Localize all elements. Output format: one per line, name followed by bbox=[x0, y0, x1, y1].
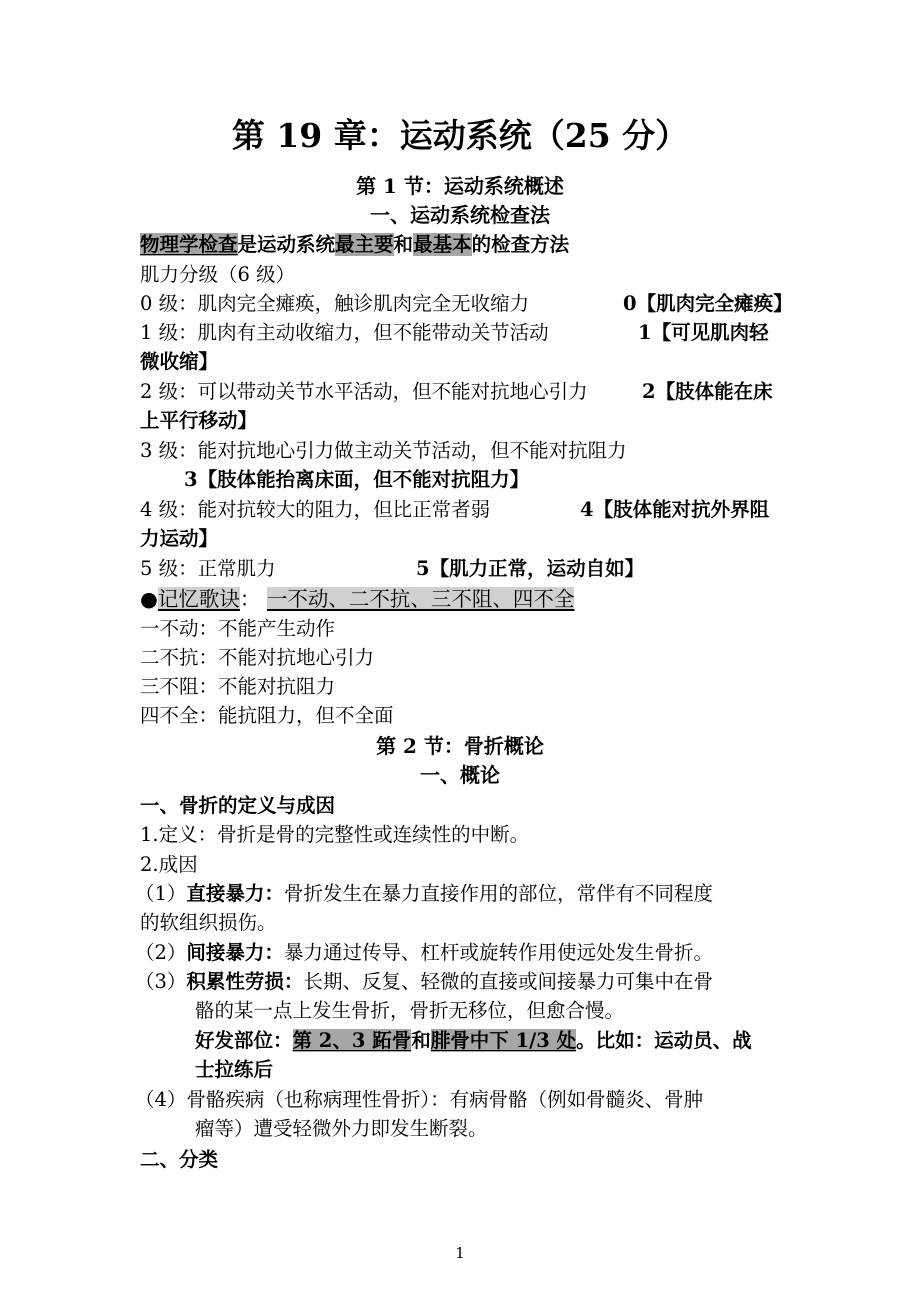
highlight-most-important: 最主要 bbox=[335, 233, 394, 256]
section-2-subtitle: 一、概论 bbox=[420, 763, 500, 787]
section-1-subtitle: 一、运动系统检查法 bbox=[370, 203, 550, 227]
bullet-icon: ● bbox=[140, 587, 158, 611]
strength-title: 肌力分级（6 级） bbox=[140, 263, 296, 286]
cause-4: （4）骨骼疾病（也称病理性骨折）：有病骨骼（例如骨髓炎、骨肿 bbox=[135, 1088, 704, 1111]
section-1-title: 第 1 节：运动系统概述 bbox=[356, 174, 564, 198]
grade-0-note: 0【肌肉完全瘫痪】 bbox=[623, 292, 793, 315]
grade-2-note-cont: 上平行移动】 bbox=[140, 409, 258, 432]
mnemonic-content: 一不动、二不抗、三不阻、四不全 bbox=[266, 587, 575, 611]
grade-1-note: 1【可见肌肉轻 bbox=[638, 321, 769, 344]
highlight-most-basic: 最基本 bbox=[413, 233, 472, 256]
grade-0-text: 0 级：肌肉完全瘫痪，触诊肌肉完全无收缩力 bbox=[140, 292, 530, 315]
highlight-fibula: 腓骨中下 1/3 处 bbox=[430, 1029, 577, 1052]
mnemonic-item: 一不动：不能产生动作 bbox=[140, 617, 336, 640]
mnemonic-item: 四不全：能抗阻力，但不全面 bbox=[140, 704, 394, 727]
section-2-title: 第 2 节：骨折概论 bbox=[376, 734, 544, 758]
intro-line: 物理学检查是运动系统最主要和最基本的检查方法 bbox=[140, 233, 570, 256]
cause-3-cont: 骼的某一点上发生骨折，骨折无移位，但愈合慢。 bbox=[195, 999, 625, 1022]
highlight-physical-exam: 物理学检查 bbox=[140, 233, 238, 256]
grade-5-note: 5【肌力正常，运动自如】 bbox=[416, 557, 645, 580]
cause-1: （1）直接暴力：骨折发生在暴力直接作用的部位，常伴有不同程度 bbox=[135, 882, 713, 905]
grade-1-text: 1 级：肌肉有主动收缩力，但不能带动关节活动 bbox=[140, 321, 549, 344]
grade-4-note: 4【肢体能对抗外界阻 bbox=[580, 498, 770, 521]
heading-definition-cause: 一、骨折的定义与成因 bbox=[140, 794, 336, 817]
heading-classification: 二、分类 bbox=[140, 1148, 219, 1171]
grade-3-note: 3【肢体能抬离床面，但不能对抗阻力】 bbox=[184, 468, 530, 491]
mnemonic-line: ●记忆歌诀： 一不动、二不抗、三不阻、四不全 bbox=[140, 587, 575, 611]
cause-title: 2.成因 bbox=[140, 853, 198, 876]
grade-2-text: 2 级：可以带动关节水平活动，但不能对抗地心引力 bbox=[140, 380, 588, 403]
cause-3: （3）积累性劳损：长期、反复、轻微的直接或间接暴力可集中在骨 bbox=[135, 970, 713, 993]
predilection-site-cont: 士拉练后 bbox=[195, 1058, 274, 1081]
grade-3-text: 3 级：能对抗地心引力做主动关节活动，但不能对抗阻力 bbox=[140, 439, 627, 462]
cause-2: （2）间接暴力：暴力通过传导、杠杆或旋转作用使远处发生骨折。 bbox=[135, 941, 713, 964]
mnemonic-item: 三不阻：不能对抗阻力 bbox=[140, 675, 336, 698]
mnemonic-item: 二不抗：不能对抗地心引力 bbox=[140, 646, 375, 669]
grade-1-note-cont: 微收缩】 bbox=[140, 350, 219, 373]
grade-4-note-cont: 力运动】 bbox=[140, 527, 219, 550]
cause-1-cont: 的软组织损伤。 bbox=[140, 911, 277, 934]
highlight-metatarsal: 第 2、3 跖骨 bbox=[292, 1029, 412, 1052]
grade-4-text: 4 级：能对抗较大的阻力，但比正常者弱 bbox=[140, 498, 491, 521]
definition-line: 1.定义：骨折是骨的完整性或连续性的中断。 bbox=[140, 823, 530, 846]
grade-5-text: 5 级：正常肌力 bbox=[140, 557, 276, 580]
predilection-site-line: 好发部位：第 2、3 跖骨和腓骨中下 1/3 处。比如：运动员、战 bbox=[195, 1029, 752, 1052]
grade-2-note: 2【肢体能在床 bbox=[642, 380, 773, 403]
chapter-title: 第 19 章：运动系统（25 分） bbox=[231, 116, 689, 155]
page-number: 1 bbox=[455, 1244, 465, 1262]
mnemonic-label: 记忆歌诀 bbox=[157, 587, 240, 611]
cause-4-cont: 瘤等）遭受轻微外力即发生断裂。 bbox=[195, 1117, 488, 1140]
